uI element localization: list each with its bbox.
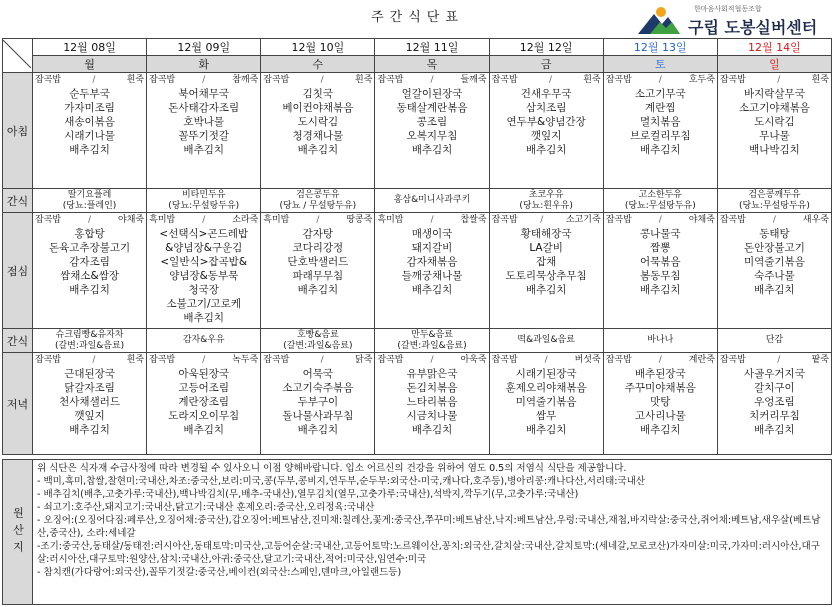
rice-label: 흑미밥 bbox=[263, 215, 290, 225]
separator: / bbox=[658, 75, 662, 85]
morning-snack-row bbox=[3, 189, 832, 213]
lunch-staple-header bbox=[149, 214, 258, 226]
rice-label: 흑미밥 bbox=[377, 215, 404, 225]
lunch-staple-header bbox=[263, 214, 372, 226]
row-label-breakfast: 아침 bbox=[3, 73, 33, 189]
dinner-cell bbox=[33, 353, 147, 455]
dish-item: 돈사태감자조림 bbox=[168, 102, 240, 114]
row-label-snack: 간식 bbox=[3, 329, 33, 353]
snack-diabetic-option: (당뇨:무설탕두유) bbox=[168, 200, 240, 211]
porridge-label: 계란죽 bbox=[688, 355, 715, 365]
date-cell-saturday: 12월 13일 bbox=[603, 39, 717, 56]
dish-item: 청경채나물 bbox=[292, 130, 344, 142]
separator: / bbox=[320, 355, 324, 365]
snack-cell bbox=[261, 329, 375, 353]
lunch-cell bbox=[375, 213, 489, 329]
breakfast-cell bbox=[489, 73, 603, 189]
porridge-label: 흰죽 bbox=[126, 75, 145, 85]
snack-item: 슈크림빵&유자차 bbox=[55, 329, 124, 340]
dish-item: 배추김치 bbox=[183, 424, 224, 436]
dish-item: 훈제오리야채볶음 bbox=[505, 382, 587, 394]
dinner-cell bbox=[375, 353, 489, 455]
rice-label: 잡곡밥 bbox=[377, 75, 404, 85]
snack-cell bbox=[375, 189, 489, 213]
rice-label: 잡곡밥 bbox=[491, 215, 518, 225]
lunch-cell bbox=[33, 213, 147, 329]
dish-item: 닭갈자조림 bbox=[64, 382, 115, 394]
dish-item: 삼치조림 bbox=[525, 102, 567, 114]
dish-item: 배추김치 bbox=[183, 312, 224, 324]
dish-item: 사골우거지국 bbox=[743, 368, 805, 380]
rice-label: 잡곡밥 bbox=[263, 355, 290, 365]
snack-diabetic-option: (갈변:과일&음료) bbox=[54, 340, 125, 351]
snack-item: 홍삼&미니사과쿠키 bbox=[393, 195, 471, 205]
porridge-label: 소고기죽 bbox=[565, 215, 601, 225]
breakfast-cell bbox=[603, 73, 717, 189]
origin-note-line: - 백미,흑미,찹쌀,찰현미:국내산,차조:중국산,보리:미국,콩(두부,콩비지,연두부,순두부:외국산-미국,캐나다,호주등),병아리콩:캐나다산,서리태:국내산 bbox=[37, 476, 646, 487]
porridge-label: 찹쌀죽 bbox=[460, 215, 487, 225]
weekday-cell-saturday: 토 bbox=[603, 56, 717, 73]
dish-item: 어묵국 bbox=[302, 368, 334, 380]
row-label-lunch: 점심 bbox=[3, 213, 33, 329]
porridge-label: 아욱죽 bbox=[460, 355, 487, 365]
separator: / bbox=[92, 355, 96, 365]
breakfast-cell bbox=[717, 73, 831, 189]
dish-item: 감자채볶음 bbox=[406, 256, 458, 268]
dish-item: 맛탕 bbox=[650, 396, 671, 408]
snack-diabetic-option: (당뇨:무설탕두유) bbox=[738, 200, 810, 211]
porridge-label: 땅콩죽 bbox=[346, 215, 373, 225]
dish-item: 소불고기/고로케 bbox=[166, 298, 241, 310]
dish-item: LA갈비 bbox=[529, 242, 563, 254]
dish-item: 배추김치 bbox=[411, 424, 453, 436]
lunch-cell bbox=[717, 213, 831, 329]
dish-item: 배추김치 bbox=[639, 284, 681, 296]
date-cell: 12월 09일 bbox=[147, 39, 261, 56]
rice-label: 잡곡밥 bbox=[149, 75, 176, 85]
separator: / bbox=[777, 75, 781, 85]
dish-item: 아욱된장국 bbox=[178, 368, 230, 380]
separator: / bbox=[320, 75, 324, 85]
separator: / bbox=[88, 215, 92, 225]
origin-note-line: - 배추김치(배추,고춧가루:국내산),백나박김치(무,배추-국내산),열무김치(열무,고춧가루:국내산),석박지,깍두기(무,고춧가루:국내산) bbox=[37, 489, 579, 500]
dish-item: 도토리묵상추무침 bbox=[505, 270, 587, 282]
snack-item: 검은콩두유 bbox=[296, 189, 340, 200]
porridge-label: 새우죽 bbox=[802, 215, 829, 225]
afternoon-snack-row bbox=[3, 329, 832, 353]
breakfast-staple-header bbox=[606, 74, 715, 86]
snack-item: 바나나 bbox=[647, 335, 674, 345]
rice-label: 잡곡밥 bbox=[719, 75, 746, 85]
dish-item: 쌈무 bbox=[535, 410, 557, 422]
snack-item: 단감 bbox=[765, 335, 784, 345]
breakfast-staple-header bbox=[263, 74, 372, 86]
dish-item: 배추김치 bbox=[69, 424, 110, 436]
dish-item: 배추김치 bbox=[411, 284, 453, 296]
separator: / bbox=[202, 215, 206, 225]
dinner-staple-header bbox=[492, 354, 601, 366]
dish-item: 근대된장국 bbox=[64, 368, 115, 380]
dish-item: 도시락김 bbox=[754, 116, 795, 128]
dish-item: 연두부&양념간장 bbox=[506, 116, 586, 128]
logo-subtitle: 한마음사회적협동조합 bbox=[694, 5, 762, 13]
row-label-snack: 간식 bbox=[3, 189, 33, 213]
dish-item: 배추김치 bbox=[411, 144, 453, 156]
dish-item: 고등어조림 bbox=[178, 382, 230, 394]
porridge-label: 소라죽 bbox=[232, 215, 259, 225]
dish-item: 도시락김 bbox=[297, 116, 339, 128]
weekday-row bbox=[3, 56, 832, 73]
porridge-label: 닭죽 bbox=[355, 355, 373, 365]
porridge-label: 호두죽 bbox=[688, 75, 715, 85]
dinner-cell bbox=[717, 353, 831, 455]
corner-diagonal bbox=[3, 40, 31, 68]
snack-cell bbox=[147, 189, 261, 213]
dish-item: 홍합탕 bbox=[74, 228, 105, 240]
origin-note-line: - 오징어:(오징어다짐:페루산,오징어채:중국산),갑오징어:베트남산,진미채:칠레산,꽃게:중국산,쭈꾸미:베트남산,낙지:베트남산,우렁:국내산,재첩,바지락살:중국산,쥐어채:베트남,새우살(베트남산,중국산), 소라:세네갈 bbox=[37, 515, 821, 539]
dish-item: 쌈채소&쌈장 bbox=[60, 270, 120, 282]
snack-cell bbox=[147, 329, 261, 353]
rice-label: 잡곡밥 bbox=[605, 75, 632, 85]
dinner-staple-header bbox=[149, 354, 258, 366]
separator: / bbox=[316, 215, 320, 225]
snack-item: 만두&음료 bbox=[411, 329, 453, 340]
separator: / bbox=[202, 75, 206, 85]
dish-item: 배추김치 bbox=[754, 424, 795, 436]
dish-item: 브로컬리무침 bbox=[629, 130, 691, 142]
breakfast-staple-header bbox=[149, 74, 258, 86]
porridge-label: 야채죽 bbox=[118, 215, 145, 225]
dish-item: &양념장&구운김 bbox=[165, 242, 243, 254]
dish-item: 파래무무침 bbox=[292, 270, 344, 282]
row-label-dinner: 저녁 bbox=[3, 353, 33, 455]
snack-item: 검은콩깨두유 bbox=[748, 189, 801, 200]
porridge-label: 흰죽 bbox=[583, 75, 601, 85]
porridge-label: 버섯죽 bbox=[574, 355, 601, 365]
snack-item: 딸기요플레 bbox=[67, 189, 112, 200]
snack-cell bbox=[261, 189, 375, 213]
weekly-menu-table bbox=[2, 38, 832, 455]
snack-cell bbox=[489, 189, 603, 213]
weekday-cell: 수 bbox=[261, 56, 375, 73]
separator: / bbox=[540, 215, 544, 225]
dish-item: 배추김치 bbox=[297, 284, 339, 296]
dish-item: 단호박샐러드 bbox=[287, 256, 349, 268]
snack-item: 비타민두유 bbox=[181, 189, 226, 200]
date-cell: 12월 10일 bbox=[261, 39, 375, 56]
date-cell: 12월 11일 bbox=[375, 39, 489, 56]
porridge-label: 흰죽 bbox=[811, 75, 829, 85]
separator: / bbox=[544, 355, 548, 365]
rice-label: 잡곡밥 bbox=[35, 75, 62, 85]
separator: / bbox=[658, 215, 662, 225]
breakfast-staple-header bbox=[492, 74, 601, 86]
page-title: 주간식단표 bbox=[371, 10, 464, 25]
dinner-staple-header bbox=[263, 354, 372, 366]
dish-item: 갈치구이 bbox=[754, 382, 795, 394]
snack-item: 초코우유 bbox=[528, 189, 564, 200]
separator: / bbox=[430, 215, 434, 225]
origin-note-line: 위 식단은 식자재 수급사정에 따라 변경될 수 있사오니 이점 양해바랍니다. 입소 어르신의 건강을 위하여 염도 0.5의 저염식 식단을 제공합니다. bbox=[37, 463, 627, 474]
lunch-staple-header bbox=[492, 214, 601, 226]
breakfast-cell bbox=[375, 73, 489, 189]
dish-item: 계란찜 bbox=[645, 102, 676, 114]
dish-item: 시래기나물 bbox=[64, 130, 115, 142]
separator: / bbox=[430, 355, 434, 365]
lunch-staple-header bbox=[35, 214, 144, 226]
dish-item: 유부맑은국 bbox=[406, 368, 458, 380]
breakfast-cell bbox=[33, 73, 147, 189]
origin-note-line: - 참치캔(가다랑어:외국산),꼴뚜기젓갈:중국산,베이컨(외국산:스페인,덴마크,아일랜드등) bbox=[37, 567, 402, 578]
porridge-label: 녹두죽 bbox=[232, 355, 259, 365]
dish-item: 들깨궁채나물 bbox=[401, 270, 463, 282]
snack-item: 호빵&음료 bbox=[296, 329, 339, 340]
dish-item: 배추김치 bbox=[183, 144, 224, 156]
dish-item: 배추된장국 bbox=[634, 368, 686, 380]
corner-cell bbox=[3, 39, 33, 73]
dish-item: 고사리나물 bbox=[634, 410, 686, 422]
origin-notes-body bbox=[37, 462, 829, 579]
dinner-staple-header bbox=[35, 354, 144, 366]
snack-diabetic-option: (당뇨:흰우유) bbox=[519, 200, 573, 211]
dish-item: 청국장 bbox=[188, 284, 219, 296]
dinner-cell bbox=[603, 353, 717, 455]
dish-item: 매생이국 bbox=[411, 228, 453, 240]
dinner-cell bbox=[147, 353, 261, 455]
breakfast-staple-header bbox=[377, 74, 486, 86]
dish-item: <선택식>곤드레밥 bbox=[159, 228, 249, 240]
dinner-staple-header bbox=[377, 354, 486, 366]
separator: / bbox=[658, 355, 662, 365]
dish-item: 배추김치 bbox=[639, 144, 681, 156]
snack-cell bbox=[717, 189, 831, 213]
dish-item: 콩나물국 bbox=[639, 228, 681, 240]
dish-item: 배추김치 bbox=[525, 424, 567, 436]
dish-item: 돈안장불고기 bbox=[743, 242, 805, 254]
rice-label: 잡곡밥 bbox=[491, 75, 518, 85]
dish-item: 계란장조림 bbox=[178, 396, 230, 408]
lunch-cell bbox=[147, 213, 261, 329]
rice-label: 흑미밥 bbox=[149, 215, 176, 225]
dish-item: 황태해장국 bbox=[520, 228, 572, 240]
lunch-staple-header bbox=[720, 214, 829, 226]
dish-item: 깻잎지 bbox=[530, 130, 562, 142]
breakfast-staple-header bbox=[35, 74, 144, 86]
breakfast-cell bbox=[147, 73, 261, 189]
dish-item: 감자조림 bbox=[69, 256, 110, 268]
separator: / bbox=[777, 355, 781, 365]
snack-cell bbox=[603, 329, 717, 353]
snack-cell bbox=[489, 329, 603, 353]
dish-item: 배추김치 bbox=[754, 284, 795, 296]
dish-item: 도라지오이무침 bbox=[168, 410, 240, 422]
dish-item: 미역줄기볶음 bbox=[515, 396, 577, 408]
dish-item: 느타리볶음 bbox=[406, 396, 458, 408]
dish-item: 가자미조림 bbox=[64, 102, 115, 114]
dish-item: 배추김치 bbox=[69, 284, 110, 296]
dinner-cell bbox=[489, 353, 603, 455]
dish-item: 주꾸미야채볶음 bbox=[624, 382, 696, 394]
lunch-cell bbox=[261, 213, 375, 329]
dish-item: 돌나물사과무침 bbox=[282, 410, 354, 422]
snack-cell bbox=[603, 189, 717, 213]
breakfast-row bbox=[3, 73, 832, 189]
dish-item: 코다리강정 bbox=[292, 242, 344, 254]
rice-label: 잡곡밥 bbox=[35, 215, 62, 225]
dish-item: 배추김치 bbox=[525, 144, 567, 156]
dish-item: 호박나물 bbox=[183, 116, 224, 128]
dinner-cell bbox=[261, 353, 375, 455]
rice-label: 잡곡밥 bbox=[605, 355, 632, 365]
dish-item: 무나물 bbox=[759, 130, 790, 142]
porridge-label: 흰죽 bbox=[126, 355, 145, 365]
dish-item: 숙주나물 bbox=[754, 270, 795, 282]
dish-item: 양념장&동부묵 bbox=[169, 270, 239, 282]
dish-item: 북어채무국 bbox=[178, 88, 230, 100]
dish-item: 김칫국 bbox=[302, 88, 334, 100]
dish-item: 동태탕 bbox=[759, 228, 790, 240]
origin-note-line: - 쇠고기:호주산,돼지고기:국내산,닭고기:국내산 훈제오리:중국산,오리정육:국내산 bbox=[37, 502, 375, 513]
separator: / bbox=[430, 75, 434, 85]
separator: / bbox=[202, 355, 206, 365]
origin-note-line: -조기:중국산,동태살/동태전:러시아산,동태토막:미국산,고등어순살:국내산,고등어토막:노르웨이산,꽁치:외국산,갈치살:국내산,갈치토막:(세네갈,모로코산)가자미살:미국,가자미:러시아산,대구살:러시아산,대구토막:원양산,삼치:국내산,아귀:중국산,달고기:국내산,적어:미국산,임연수:미국 bbox=[37, 541, 820, 565]
dish-item: 백나박김치 bbox=[749, 144, 800, 156]
weekday-cell-sunday: 일 bbox=[717, 56, 831, 73]
dish-item: 배추김치 bbox=[69, 144, 110, 156]
dish-item: 소고기야채볶음 bbox=[738, 102, 810, 114]
rice-label: 잡곡밥 bbox=[719, 215, 746, 225]
rice-label: 잡곡밥 bbox=[377, 355, 404, 365]
separator: / bbox=[92, 75, 96, 85]
dish-item: 배추김치 bbox=[639, 424, 681, 436]
dish-item: 어묵볶음 bbox=[639, 256, 681, 268]
snack-diabetic-option: (갈변:과일&음료) bbox=[397, 340, 467, 351]
dish-item: 돼지갈비 bbox=[411, 242, 453, 254]
separator: / bbox=[772, 215, 776, 225]
weekday-cell: 금 bbox=[489, 56, 603, 73]
rice-label: 잡곡밥 bbox=[263, 75, 290, 85]
mountain-logo-icon bbox=[636, 4, 682, 36]
weekday-cell: 월 bbox=[33, 56, 147, 73]
dish-item: <일반식>잡곡밥& bbox=[160, 256, 248, 268]
weekday-cell: 화 bbox=[147, 56, 261, 73]
lunch-cell bbox=[603, 213, 717, 329]
dish-item: 콩조림 bbox=[416, 116, 448, 128]
dish-item: 멸치볶음 bbox=[639, 116, 681, 128]
dish-item: 바지락살무국 bbox=[743, 88, 805, 100]
logo-name: 구립 도봉실버센터 bbox=[688, 18, 818, 37]
lunch-staple-header bbox=[606, 214, 715, 226]
snack-diabetic-option: (갈변:과일&음료) bbox=[283, 340, 353, 351]
separator: / bbox=[548, 75, 552, 85]
dish-item: 건새우무국 bbox=[520, 88, 572, 100]
breakfast-cell bbox=[261, 73, 375, 189]
lunch-cell bbox=[489, 213, 603, 329]
dish-item: 치커리무침 bbox=[749, 410, 800, 422]
dish-item: 베이컨야채볶음 bbox=[282, 102, 354, 114]
rice-label: 잡곡밥 bbox=[149, 355, 176, 365]
snack-cell bbox=[33, 189, 147, 213]
dish-item: 천사채샐러드 bbox=[59, 396, 120, 408]
breakfast-staple-header bbox=[720, 74, 829, 86]
lunch-row bbox=[3, 213, 832, 329]
porridge-label: 참깨죽 bbox=[232, 75, 259, 85]
rice-label: 잡곡밥 bbox=[605, 215, 632, 225]
dish-item: 봄동무침 bbox=[639, 270, 681, 282]
date-cell: 12월 08일 bbox=[33, 39, 147, 56]
dish-item: 소고기무국 bbox=[634, 88, 686, 100]
date-cell-sunday: 12월 14일 bbox=[717, 39, 831, 56]
weekday-cell: 목 bbox=[375, 56, 489, 73]
dish-item: 새송이볶음 bbox=[64, 116, 115, 128]
porridge-label: 팥죽 bbox=[811, 355, 829, 365]
dish-item: 소고기숙주볶음 bbox=[282, 382, 354, 394]
dish-item: 배추김치 bbox=[525, 284, 567, 296]
dish-item: 순두부국 bbox=[69, 88, 110, 100]
snack-item: 고소한두유 bbox=[638, 189, 683, 200]
origin-notes bbox=[2, 459, 832, 605]
dish-item: 깻잎지 bbox=[74, 410, 105, 422]
dish-item: 동태살계란볶음 bbox=[396, 102, 468, 114]
dish-item: 돈육고추장불고기 bbox=[48, 242, 131, 254]
dinner-staple-header bbox=[720, 354, 829, 366]
rice-label: 잡곡밥 bbox=[491, 355, 518, 365]
dish-item: 배추김치 bbox=[297, 144, 339, 156]
dish-item: 미역줄기볶음 bbox=[743, 256, 805, 268]
dish-item: 오복지무침 bbox=[406, 130, 458, 142]
dish-item: 잡채 bbox=[535, 256, 557, 268]
date-row bbox=[3, 39, 832, 56]
snack-cell bbox=[33, 329, 147, 353]
snack-diabetic-option: (당뇨:무설탕두유) bbox=[624, 200, 696, 211]
lunch-staple-header bbox=[377, 214, 486, 226]
dish-item: 꼴뚜기젓갈 bbox=[178, 130, 230, 142]
porridge-label: 흰죽 bbox=[355, 75, 373, 85]
snack-cell bbox=[375, 329, 489, 353]
snack-item: 떡&과일&음료 bbox=[517, 335, 575, 345]
dish-item: 짬뽕 bbox=[650, 242, 671, 254]
date-cell: 12월 12일 bbox=[489, 39, 603, 56]
porridge-label: 야채죽 bbox=[688, 215, 715, 225]
snack-item: 감자&우유 bbox=[182, 335, 225, 345]
dish-item: 우엉조림 bbox=[754, 396, 795, 408]
dinner-staple-header bbox=[606, 354, 715, 366]
rice-label: 잡곡밥 bbox=[719, 355, 746, 365]
dinner-row bbox=[3, 353, 832, 455]
dish-item: 돈김치볶음 bbox=[406, 382, 458, 394]
dish-item: 얼갈이된장국 bbox=[401, 88, 463, 100]
porridge-label: 들깨죽 bbox=[460, 75, 487, 85]
rice-label: 잡곡밥 bbox=[35, 355, 62, 365]
snack-diabetic-option: (당뇨 / 무설탕두유) bbox=[279, 200, 357, 211]
snack-cell bbox=[717, 329, 831, 353]
dish-item: 두부구이 bbox=[297, 396, 339, 408]
dish-item: 감자탕 bbox=[302, 228, 334, 240]
dish-item: 배추김치 bbox=[297, 424, 339, 436]
row-label-origin: 원산지 bbox=[3, 460, 33, 604]
dish-item: 시래기된장국 bbox=[515, 368, 577, 380]
snack-diabetic-option: (당뇨:플레인) bbox=[62, 200, 117, 211]
dish-item: 시금치나물 bbox=[406, 410, 458, 422]
center-logo bbox=[636, 2, 826, 38]
